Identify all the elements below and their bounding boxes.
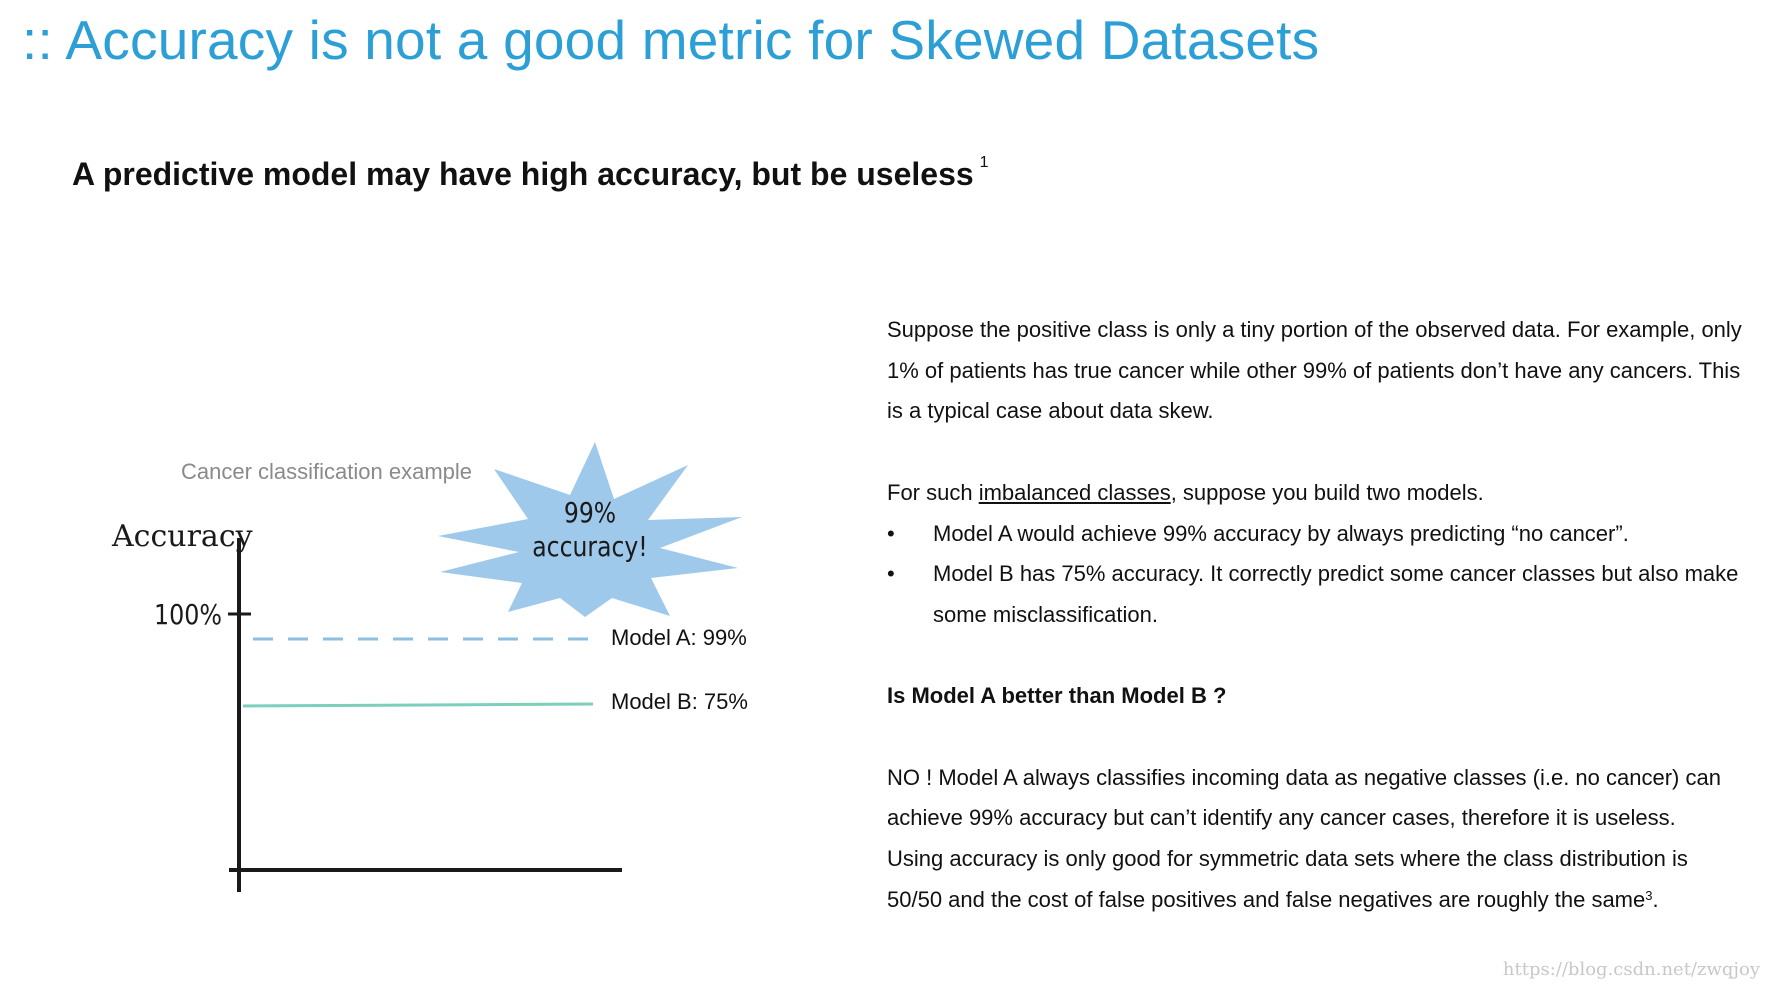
model-b-line: [243, 704, 593, 706]
y-tick-label-100: 100%: [153, 599, 222, 632]
closing-end: .: [1652, 886, 1659, 912]
list-item-model-a: [887, 514, 1747, 555]
y-axis-label: Accuracy: [112, 519, 253, 554]
model-list: [887, 514, 1747, 636]
paragraph-spacer: [887, 432, 1747, 473]
accuracy-figure-svg: [0, 0, 870, 988]
accuracy-figure: [0, 0, 870, 988]
model-a-label: Model A: 99%: [611, 625, 747, 650]
explanation-text: [887, 310, 1747, 921]
paragraph-answer: NO ! Model A always classifies incoming data as negative classes (i.e. no cancer) can achieve 99% accuracy but can’t identify any cancer cases, therefore it is useless.: [887, 764, 1721, 831]
paragraph-closing: [887, 839, 1747, 920]
bullet-icon: •: [887, 561, 895, 587]
paragraph-spacer: [887, 636, 1747, 677]
closing-footnote-marker: 3: [1645, 887, 1653, 903]
figure-caption: Cancer classification example: [181, 459, 473, 484]
subtitle-footnote-marker: 1: [979, 154, 989, 171]
bullet-icon: •: [887, 520, 895, 546]
subtitle-text: A predictive model may have high accuracy, but be useless: [72, 156, 974, 192]
list-item-model-b: [887, 554, 1747, 635]
burst-text-line2: accuracy!: [532, 531, 648, 564]
paragraph-two-models: [887, 473, 1747, 514]
slide-title: :: Accuracy is not a good metric for Skewed Datasets: [22, 9, 1320, 71]
model-a-description: Model A would achieve 99% accuracy by always predicting “no cancer”.: [933, 520, 1629, 546]
paragraph-data-skew: Suppose the positive class is only a tiny portion of the observed data. For example, only 1% of patients has true cancer while other 99% of patients don’t have any cancers. This is a typical case about data skew.: [887, 317, 1742, 424]
paragraph-spacer: [887, 717, 1747, 758]
imbalanced-classes-link[interactable]: imbalanced classes: [978, 479, 1171, 505]
model-b-description: Model B has 75% accuracy. It correctly predict some cancer classes but also make some misclassification.: [933, 561, 1739, 627]
two-models-suffix: , suppose you build two models.: [1170, 479, 1484, 505]
watermark-url: https://blog.csdn.net/zwqjoy: [1502, 959, 1760, 980]
model-b-label: Model B: 75%: [611, 689, 748, 714]
burst-text-line1: 99%: [563, 497, 617, 530]
two-models-prefix: For such: [887, 479, 979, 505]
question-heading: Is Model A better than Model B ?: [887, 683, 1227, 709]
closing-text: Using accuracy is only good for symmetric data sets where the class distribution is 50/50 and the cost of false positives and false negatives are roughly the same: [887, 846, 1688, 912]
